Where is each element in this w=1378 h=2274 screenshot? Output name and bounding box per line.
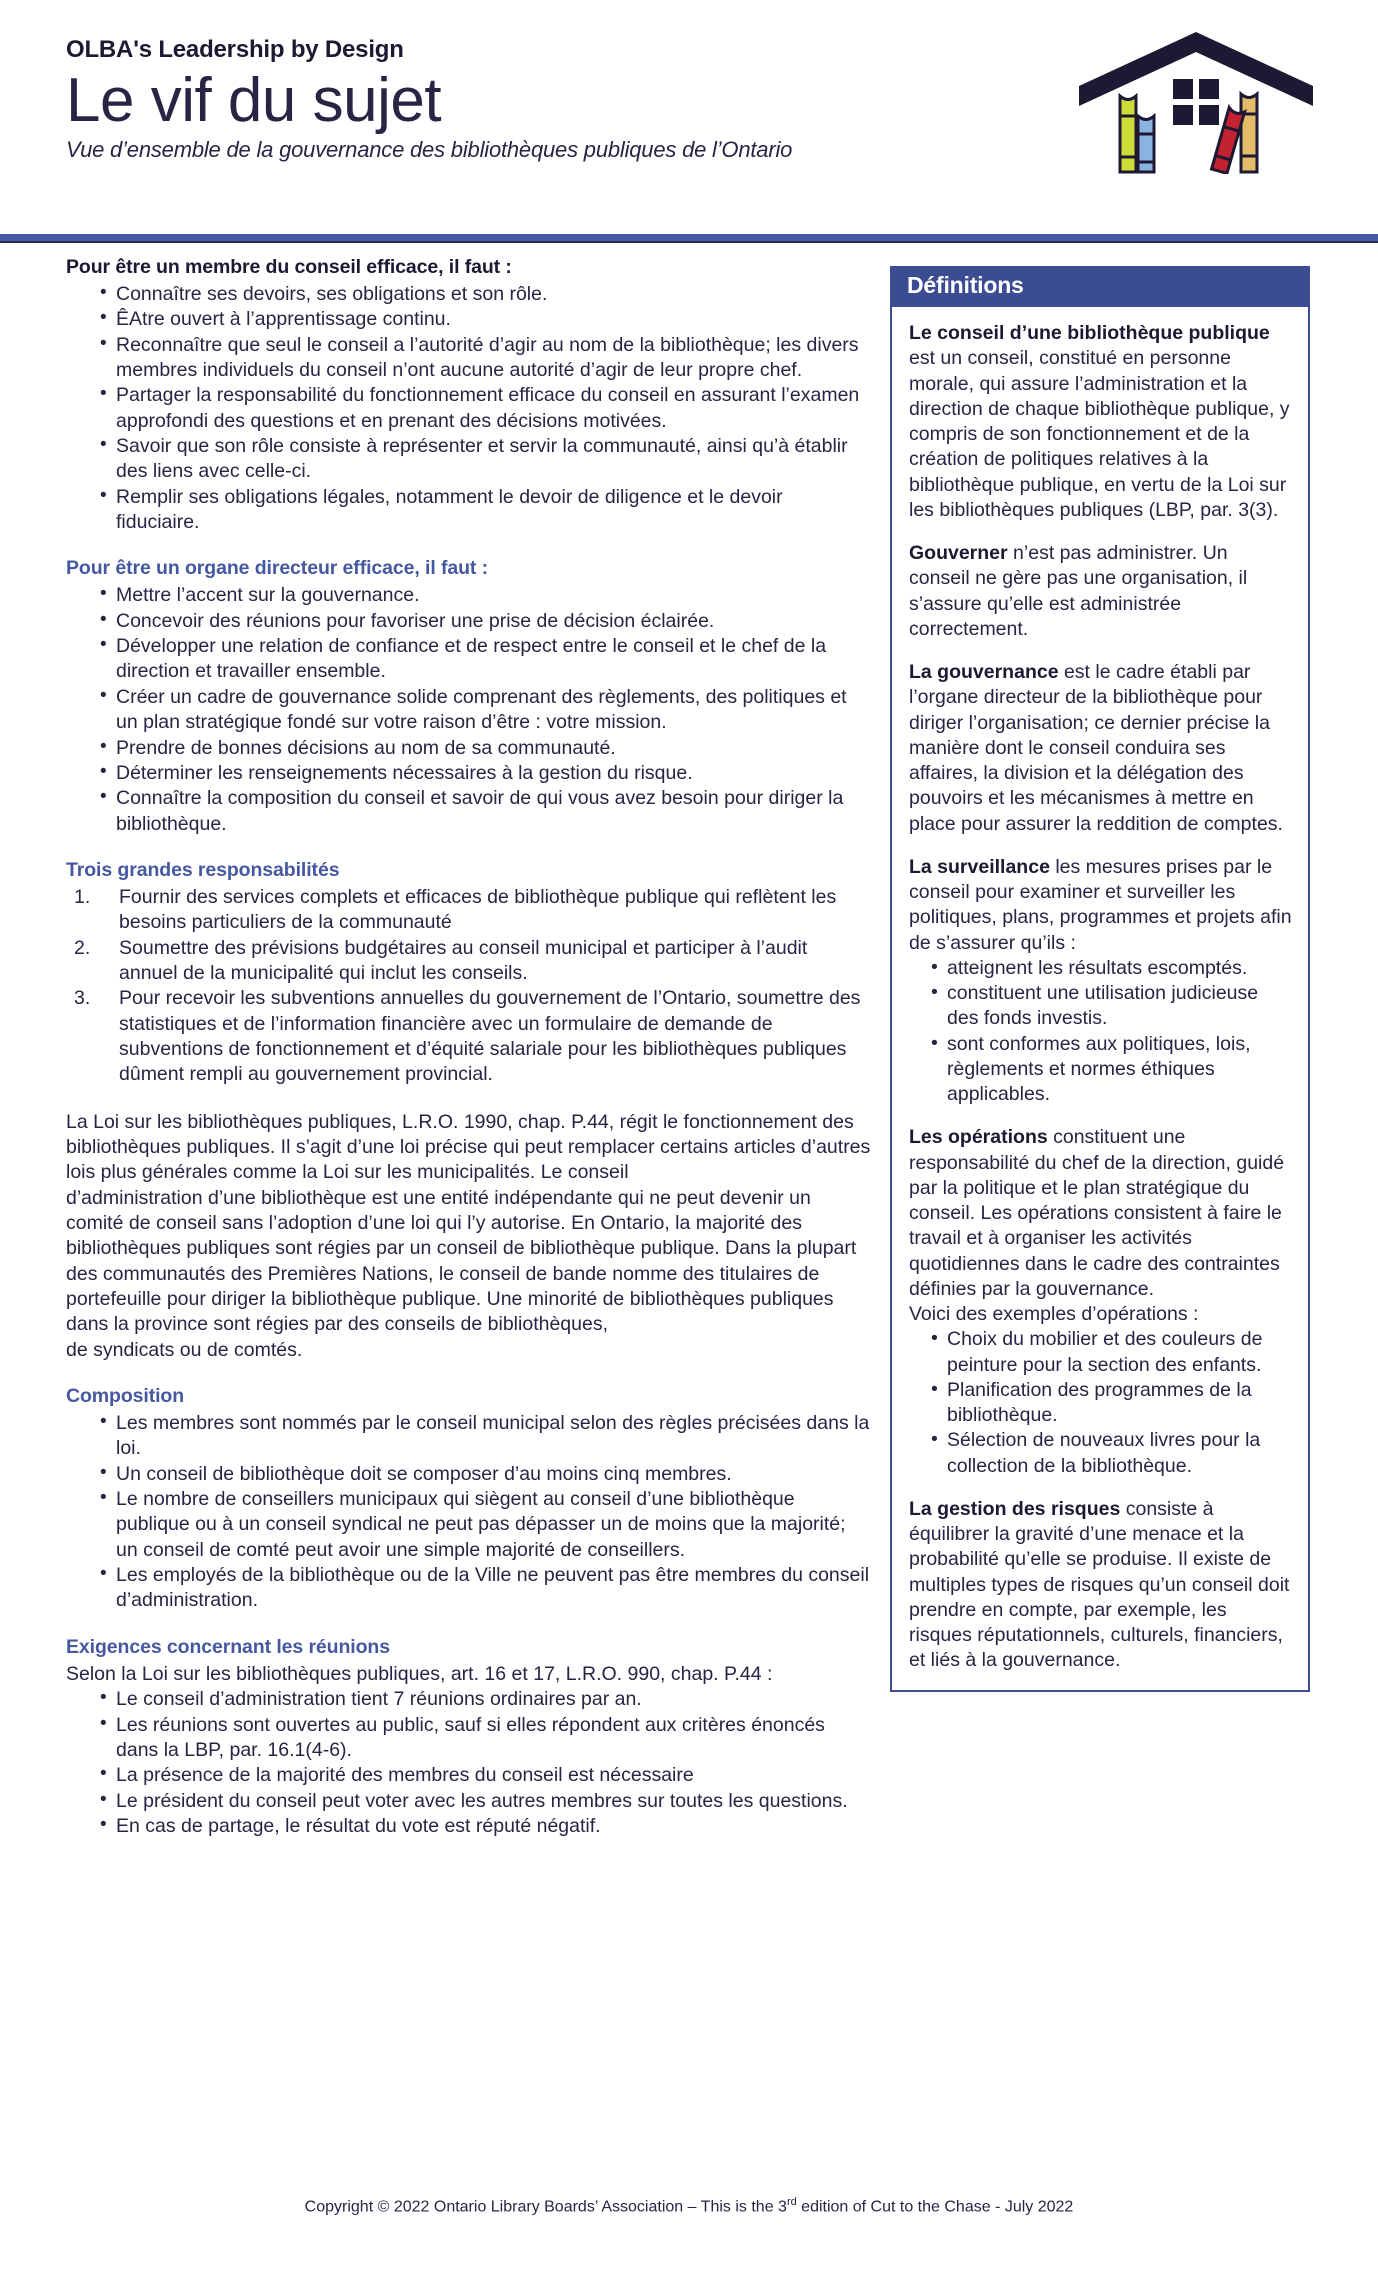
spacer [66,535,871,557]
list-governing-body [66,583,871,836]
main-column [66,256,871,1839]
sidebar-box [890,307,1310,1692]
definition-term: La gestion des risques [909,1497,1121,1520]
footer-part2: edition of Cut to the Chase - July 2022 [796,2198,1074,2216]
list-item: • Choix du mobilier et des couleurs de peinture pour la section des enfants. [931,1327,1293,1378]
list-item: Soumettre des prévisions budgétaires au conseil municipal et participer à l’audit annuel de la municipalité qui inclut les conseils. [119,936,808,984]
definition-text: consiste à équilibrer la gravité d’une menace et la probabilité qu’elle se produise. Il existe de multiples types de risques qu’un conseil doit prendre en compte, par exemple, les risques réputationnels, culturels, financiers, et liés à la gouvernance. [909,1497,1290,1672]
list-item: • Les employés de la bibliothèque ou de la Ville ne peuvent pas être membres du conseil d’administration. [100,1563,871,1614]
library-house-books-logo [1076,24,1316,174]
page-subtitle: Vue d’ensemble de la gouvernance des bibliothèques publiques de l’Ontario [66,137,793,163]
list-item: • La présence de la majorité des membres du conseil est nécessaire [100,1763,871,1788]
list-item: • Connaître ses devoirs, ses obligations et son rôle. [100,282,871,307]
list-item: • En cas de partage, le résultat du vote est réputé négatif. [100,1814,871,1839]
list-item: • Déterminer les renseignements nécessaires à la gestion du risque. [100,761,871,786]
list-item: • Les membres sont nommés par le conseil municipal selon des règles précisées dans la loi. [100,1411,871,1462]
list-item: • Le président du conseil peut voter avec les autres membres sur toutes les questions. [100,1789,871,1814]
heading-board-member: Pour être un membre du conseil efficace, il faut : [66,256,512,278]
list-item: • Le nombre de conseillers municipaux qui siègent au conseil d’une bibliothèque publique ou à un conseil syndical ne peut pas dépasser un de moins que la majorité; un conseil de comté peut avoir une simple majorité de conseillers. [100,1487,871,1563]
definitions-sidebar [890,266,1310,1692]
paragraph-library-act: La Loi sur les bibliothèques publiques, L.R.O. 1990, chap. P.44, régit le fonctionnement des bibliothèques publiques. Il s’agit d’une loi précise qui peut remplacer certains articles d’autres lois plus générales comme la Loi sur les municipalités. Le conseil [66,1110,871,1184]
list-item: • sont conformes aux politiques, lois, règlements et normes éthiques applicables. [931,1032,1293,1108]
list-item: • ÊAtre ouvert à l’apprentissage continu. [100,307,871,332]
definition-risk-management [909,1497,1293,1674]
list-item: • Partager la responsabilité du fonctionnement efficace du conseil en assurant l’examen approfondi des questions et en prenant des décisions motivées. [100,383,871,434]
list-item: • Prendre de bonnes décisions au nom de sa communauté. [100,736,871,761]
list-item: • Planification des programmes de la bibliothèque. [931,1378,1293,1429]
definition-text: est le cadre établi par l’organe directeur de la bibliothèque pour diriger l’organisation; ce dernier précise la manière dont le conseil conduira ses affaires, la division et la délégation des pouvoirs et les mécanismes à mettre en place pour assurer la reddition de comptes. [909,661,1283,835]
list-item: • Les réunions sont ouvertes au public, sauf si elles répondent aux critères énoncés dans la LBP, par. 16.1(4-6). [100,1713,871,1764]
definition-term: La gouvernance [909,661,1059,683]
list-item: • Reconnaître que seul le conseil a l’autorité d’agir au nom de la bibliothèque; les divers membres individuels du conseil n’ont aucune autorité d’agir de leur propre chef. [100,333,871,384]
list-three-responsibilities [66,885,871,1088]
list-board-member [66,282,871,535]
list-item: • Développer une relation de confiance et de respect entre le conseil et le chef de la direction et travailler ensemble. [100,634,871,685]
list-item: • Sélection de nouveaux livres pour la collection de la bibliothèque. [931,1428,1293,1479]
heading-meeting-requirements: Exigences concernant les réunions [66,1635,390,1658]
footer-ordinal-suffix: rd [786,2196,797,2208]
list-item: • Le conseil d’administration tient 7 réunions ordinaires par an. [100,1687,871,1712]
spacer [66,1363,871,1385]
list-item: • Remplir ses obligations légales, notamment le devoir de diligence et le devoir fiduciaire. [100,485,871,536]
definition-term: Les opérations [909,1126,1048,1149]
paragraph-meeting-intro: Selon la Loi sur les bibliothèques publiques, art. 16 et 17, L.R.O. 990, chap. P.44 : [66,1662,773,1685]
definition-text: n’est pas administrer. Un conseil ne gère pas une organisation, il s’assure qu’elle est administrée correctement. [909,542,1248,640]
sidebar-title: Définitions [890,266,1310,307]
header-rule-blue [0,234,1378,241]
list-item: • Mettre l’accent sur la gouvernance. [100,583,871,608]
list-item: • atteignent les résultats escomptés. [931,956,1293,981]
list-item: • constituent une utilisation judicieuse des fonds investis. [931,981,1293,1032]
list-operations-examples [909,1327,1293,1479]
definition-govern [909,541,1293,642]
spacer [66,837,871,859]
definition-governance [909,660,1293,837]
definition-term: Gouverner [909,542,1008,564]
list-item: Fournir des services complets et efficaces de bibliothèque publique qui reflètent les besoins particuliers de la communauté [119,885,837,934]
paragraph-library-act-end: de syndicats ou de comtés. [66,1338,303,1361]
definition-text: est un conseil, constitué en personne morale, qui assure l’administration et la direction de chaque bibliothèque publique, y compris de son fonctionnement et de la création de politiques relatives à la bibliothèque publique, en vertu de la Loi sur les bibliothèques publiques (LBP, par. 3(3). [909,347,1290,521]
footer-part1: Copyright © 2022 Ontario Library Boards’ Association – This is the 3 [304,2198,787,2216]
footer-copyright [0,2196,1378,2216]
header-rule-navy [0,241,1378,243]
list-item: • Créer un cadre de gouvernance solide comprenant des règlements, des politiques et un plan stratégique fondé sur votre raison d’être : votre mission. [100,685,871,736]
page-title: Le vif du sujet [66,66,442,135]
list-item: • Savoir que son rôle consiste à représenter et servir la communauté, ainsi qu’à établir des liens avec celle-ci. [100,434,871,485]
definition-operations [909,1125,1293,1302]
list-item: • Connaître la composition du conseil et savoir de qui vous avez besoin pour diriger la bibliothèque. [100,786,871,837]
definition-term: Le conseil d’une bibliothèque publique [909,322,1270,344]
list-meeting-requirements [66,1687,871,1839]
definition-term: La surveillance [909,855,1050,878]
list-item: Pour recevoir les subventions annuelles du gouvernement de l’Ontario, soumettre des statistiques et de l’information financière avec un formulaire de demande de subventions de fonctionnement et d’équité salariale pour les bibliothèques publiques dûment rempli au gouvernement provincial. [119,987,861,1086]
heading-composition: Composition [66,1385,185,1408]
document-header [0,0,1378,180]
definition-oversight [909,855,1293,956]
heading-three-responsibilities: Trois grandes responsabilités [66,858,340,881]
spacer [66,1614,871,1636]
heading-governing-body: Pour être un organe directeur efficace, il faut : [66,557,489,580]
list-composition [66,1411,871,1614]
header-kicker: OLBA's Leadership by Design [66,36,404,63]
definition-board [909,321,1293,523]
definition-text: les mesures prises par le conseil pour examiner et surveiller les politiques, plans, programmes et projets afin de s’assurer qu’ils : [909,855,1292,954]
operations-lead-in: Voici des exemples d’opérations : [909,1303,1199,1325]
list-oversight [909,956,1293,1108]
list-item: • Concevoir des réunions pour favoriser une prise de décision éclairée. [100,609,871,634]
definition-text: constituent une responsabilité du chef de la direction, guidé par la politique et le plan stratégique du conseil. Les opérations consistent à faire le travail et à organiser les activités quotidiennes dans le cadre des contraintes définies par la gouvernance. [909,1126,1285,1300]
list-item: • Un conseil de bibliothèque doit se composer d’au moins cinq membres. [100,1462,871,1487]
paragraph-library-act-cont: d’administration d’une bibliothèque est une entité indépendante qui ne peut devenir un comité de conseil sans l’adoption d’une loi qui l’y autorise. En Ontario, la majorité des bibliothèques publiques sont régies par un conseil de bibliothèque publique. Dans la plupart des communautés des Premières Nations, le conseil de bande nomme des titulaires de portefeuille pour diriger la bibliothèque publique. Une minorité de bibliothèques publiques dans la province sont régies par des conseils de bibliothèques, [66,1186,857,1336]
spacer [66,1088,871,1110]
house-books-icon [1076,24,1316,174]
